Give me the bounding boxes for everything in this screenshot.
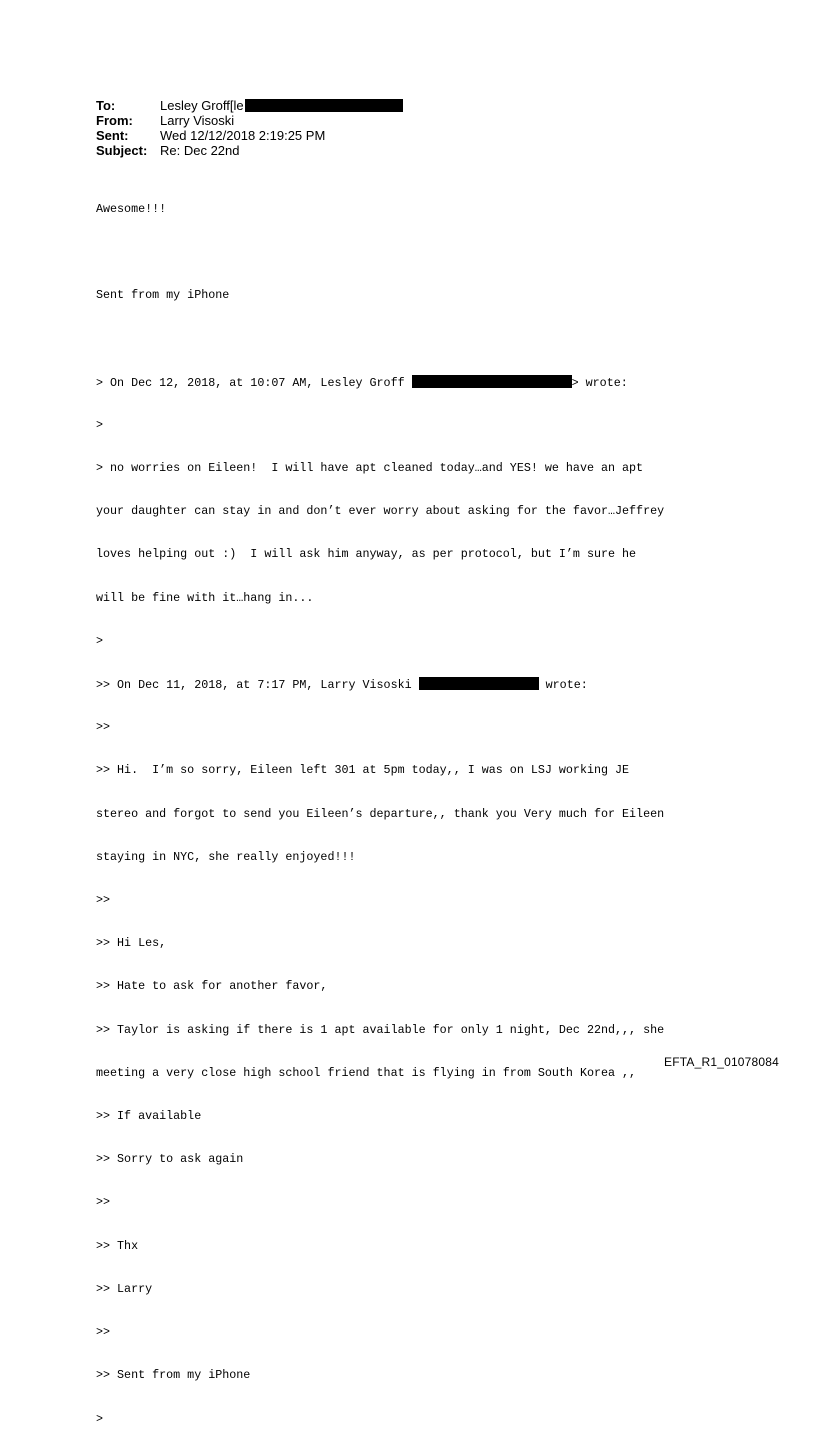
body-line: > [96,417,104,432]
body-line: >> Hate to ask for another favor, [96,979,328,994]
body-line: Sent from my iPhone [96,288,230,303]
to-row [96,98,403,113]
to-label: To: [96,98,116,113]
quote-header-text: >> On Dec 11, 2018, at 7:17 PM, Larry Visoski [96,678,419,693]
body-line: meeting a very close high school friend that is flying in from South Korea ,, [96,1065,637,1080]
body-line [96,245,664,259]
body-line [96,331,664,345]
body-line: >> Larry [96,1281,153,1296]
quote-header-line [96,375,664,389]
sent-row [96,128,403,143]
redaction-box [419,677,539,690]
body-line: your daughter can stay in and don’t ever worry about asking for the favor…Jeffrey [96,504,665,519]
redaction-box [412,375,572,388]
quote-header-suffix: wrote: [538,678,588,693]
body-line: > [96,1411,104,1426]
body-line: Awesome!!! [96,201,167,216]
body-line: >> Sent from my iPhone [96,1368,251,1383]
body-line: staying in NYC, she really enjoyed!!! [96,849,356,864]
to-value [160,98,403,113]
body-line: >> Hi Les, [96,936,167,951]
subject-label: Subject: [96,143,148,158]
body-line: >> [96,1195,111,1210]
body-line: >> Hi. I’m so sorry, Eileen left 301 at 5pm today,, I was on LSJ working JE [96,763,630,778]
body-line: stereo and forgot to send you Eileen’s departure,, thank you Very much for Eileen [96,806,665,821]
body-line: > no worries on Eileen! I will have apt cleaned today…and YES! we have an apt [96,461,644,476]
email-body [96,173,664,1440]
sent-label: Sent: [96,128,129,143]
quote-header-line [96,677,664,691]
email-header [96,98,403,158]
body-line: >> Thx [96,1238,139,1253]
body-line: > [96,633,104,648]
from-label: From: [96,113,133,128]
redaction-box [245,99,403,112]
body-line: >> [96,720,111,735]
body-line: >> If available [96,1109,202,1124]
quote-header-text: > On Dec 12, 2018, at 10:07 AM, Lesley Groff [96,375,412,390]
body-line: will be fine with it…hang in... [96,590,314,605]
body-line: loves helping out :) I will ask him anyway, as per protocol, but I’m sure he [96,547,637,562]
document-id: EFTA_R1_01078084 [664,1055,780,1069]
subject-row [96,143,403,158]
from-value: Larry Visoski [160,113,235,128]
body-line: >> [96,893,111,908]
from-row [96,113,403,128]
subject-value: Re: Dec 22nd [160,143,240,158]
to-value-text: Lesley Groff[le [160,98,244,113]
quote-header-suffix: > wrote: [571,375,628,390]
body-line: >> Taylor is asking if there is 1 apt available for only 1 night, Dec 22nd,,, she [96,1022,665,1037]
body-line: >> Sorry to ask again [96,1152,244,1167]
body-line: >> [96,1325,111,1340]
sent-value: Wed 12/12/2018 2:19:25 PM [160,128,326,143]
